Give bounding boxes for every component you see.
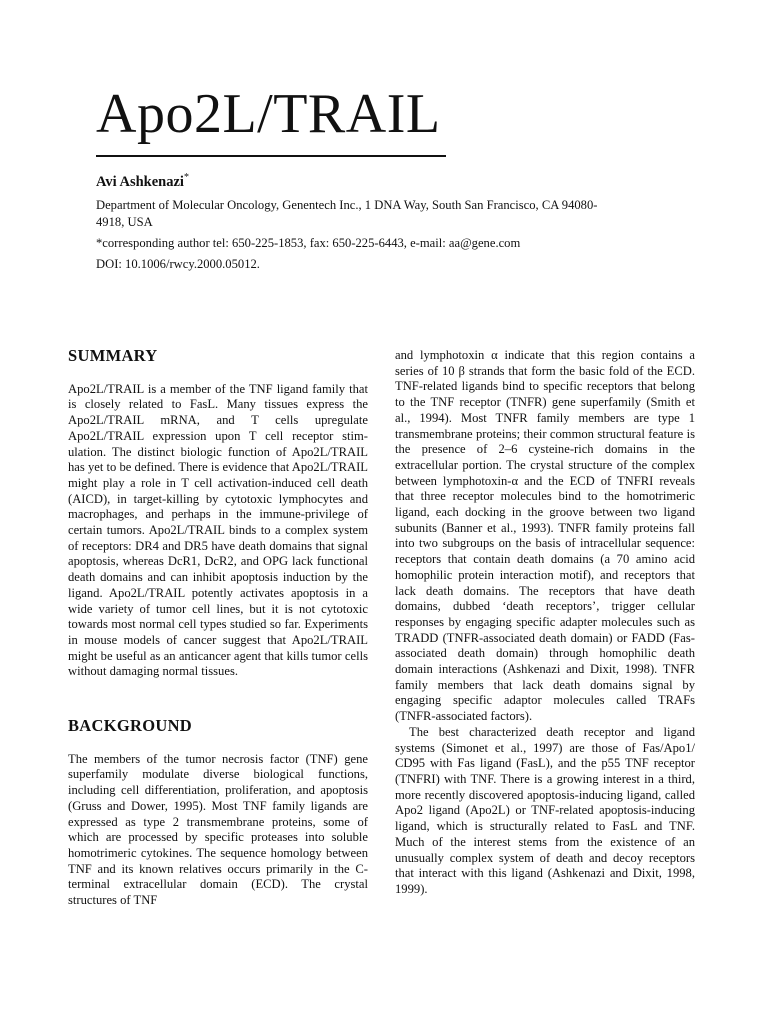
doi-line: DOI: 10.1006/rwcy.2000.05012. <box>96 257 260 271</box>
summary-paragraph: Apo2L/TRAIL is a member of the TNF ligand family that is closely related to FasL. Many tissues express the Apo2L/TRAIL mRNA, and T cells upregulate Apo2L/TRAIL expression upon T cell receptor stimulation. The distinct biologic function of Apo2L/​TRAIL has yet to be defined. There is evidence that Apo2L/TRAIL might play a role in T cell activation-​induced cell death (AICD), in target-killing by cytotoxic lymphocytes and macrophages, and perhaps in the immune-privilege of certain tumors. Apo2L/​TRAIL binds to a complex system of receptors: DR4 and DR5 have death domains that signal apoptosis, whereas DcR1, DcR2, and OPG lack functional death domains and can inhibit apoptosis induction by the ligand. Apo2L/TRAIL potently activates apoptosis in a wide variety of tumor cell lines, but it is not cytotoxic towards most normal cell types studied so far. Experiments in mouse models of cancer suggest that Apo2L/TRAIL might be useful as an anticancer agent that kills tumor cells without damaging normal tissues. <box>68 381 368 679</box>
article-title: Apo2L/TRAIL <box>96 83 441 145</box>
corresponding-author-mark: * <box>183 172 189 183</box>
background-paragraph-2: The best characterized death receptor and ligand systems (Simonet et al., 1997) are those of Fas/Apo1/​CD95 with Fas ligand (FasL), and the p55 TNF receptor (TNFRI) with TNF. There is a growing interest in a third, more recently discovered apoptosis-inducing ligand, called Apo2 ligand (Apo2L) or TNF-related apoptosis-inducing ligand, which is structurally related to FasL and TNF. Much of the interest stems from the existence of an unusually complex system of death and decoy receptors that interact with this ligand (Ashkenazi and Dixit, 1998, 1999). <box>395 724 695 896</box>
title-rule <box>96 155 446 157</box>
summary-heading: SUMMARY <box>68 346 158 365</box>
right-column <box>395 348 695 898</box>
background-paragraph-1: The members of the tumor necrosis factor (TNF) gene superfamily modulate diverse biological functions, including cell differentiation, proliferation, and apoptosis (Gruss and Dower, 1995). Most TNF family ligands are expressed as type 2 transmembrane proteins, some of which are processed by specific proteases into soluble homotrimeric cytokines. The sequence homology between TNF and its known relatives occurs primarily in the C-terminal extracellular domain (ECD). The crystal structures of TNF <box>68 751 368 908</box>
author-name <box>96 172 189 191</box>
author-affiliation: Department of Molecular Oncology, Genentech Inc., 1 DNA Way, South San Francisco, CA 94080-4918, USA <box>96 198 598 229</box>
author-name-text: Avi Ashkenazi <box>96 173 184 190</box>
left-column <box>68 348 368 909</box>
background-heading: BACKGROUND <box>68 716 193 736</box>
background-paragraph-1-continued: and lymphotoxin α indicate that this region contains a series of 10 β strands that form the basic fold of the ECD. TNF-related ligands bind to specific receptors that belong to the TNF receptor (TNFR) gene superfamily (Smith et al., 1994). Most TNFR family members are type 1 transmembrane proteins; their common structural feature is the presence of 2–6 cysteine-rich domains in the extracellular portion. The crystal structure of the complex between lymphotoxin-α and the ECD of TNFRI reveals that three receptor molecules bind to the homotrimeric ligand, each docking in the groove between two ligand subunits (Banner et al., 1993). TNFR family proteins fall into two subgroups on the basis of intracellular sequence: receptors that contain death domains (a 70 amino acid homophilic protein interaction motif), and receptors that lack death domains. The receptors that have death domains, dubbed ‘death receptors’, trigger cellular responses by engaging specific adapter molecules such as TRADD (TNFR-associated death domain) or FADD (Fas-​associated death domain) through homophilic death domain interactions (Ashkenazi and Dixit, 1998). TNFR family members that lack death domains signal by engaging specific adaptor molecules called TRAFs (TNFR-associated factors). <box>395 348 695 724</box>
corresponding-author-contact: *corresponding author tel: 650-225-1853, fax: 650-225-6443, e-mail: aa@gene.com <box>96 236 521 250</box>
